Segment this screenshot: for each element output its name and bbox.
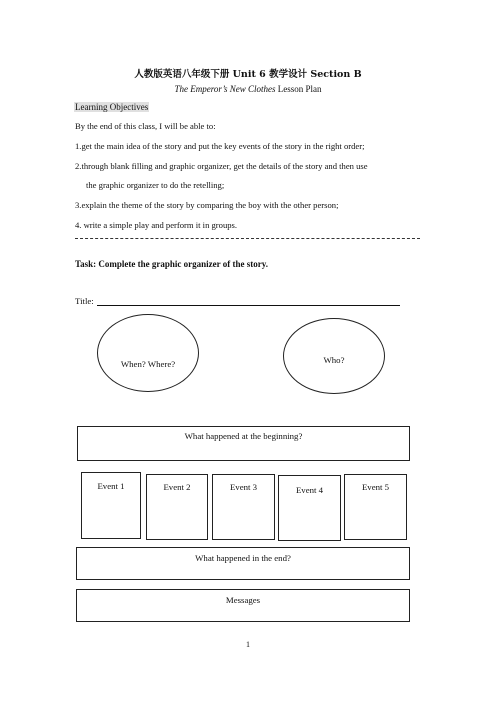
objective-2-continued: the graphic organizer to do the retelling; bbox=[86, 180, 225, 190]
event-4-label: Event 4 bbox=[295, 485, 324, 495]
beginning-label: What happened at the beginning? bbox=[184, 431, 303, 441]
event-1-box[interactable] bbox=[81, 472, 141, 539]
end-label: What happened in the end? bbox=[195, 553, 291, 563]
learning-objectives-heading: Learning Objectives bbox=[75, 102, 149, 112]
beginning-box[interactable] bbox=[77, 426, 410, 461]
dashed-divider bbox=[75, 238, 420, 239]
event-2-box[interactable] bbox=[146, 474, 208, 540]
title-field-label: Title: bbox=[75, 296, 94, 306]
subtitle-suffix: Lesson Plan bbox=[275, 84, 322, 94]
title-blank-line[interactable] bbox=[97, 305, 400, 306]
page-number: 1 bbox=[246, 640, 250, 649]
story-title: The Emperor’s New Clothes bbox=[174, 84, 276, 94]
objective-4: 4. write a simple play and perform it in groups. bbox=[75, 220, 238, 230]
lesson-plan-subtitle bbox=[0, 84, 496, 94]
event-4-box[interactable] bbox=[278, 475, 341, 541]
event-5-box[interactable] bbox=[344, 474, 407, 540]
when-where-label: When? Where? bbox=[120, 359, 176, 369]
task-heading: Task: Complete the graphic organizer of the story. bbox=[75, 259, 268, 269]
event-2-label: Event 2 bbox=[163, 482, 191, 492]
objective-1: 1.get the main idea of the story and put the key events of the story in the right order; bbox=[75, 141, 365, 151]
messages-box[interactable] bbox=[76, 589, 410, 622]
who-label: Who? bbox=[323, 355, 345, 365]
objectives-intro: By the end of this class, I will be able to: bbox=[75, 121, 216, 131]
event-3-box[interactable] bbox=[212, 474, 275, 540]
objective-2: 2.through blank filling and graphic organizer, get the details of the story and then use bbox=[75, 161, 368, 171]
event-5-label: Event 5 bbox=[361, 482, 390, 492]
messages-label: Messages bbox=[225, 595, 261, 605]
end-box[interactable] bbox=[76, 547, 410, 580]
document-title: 人教版英语八年级下册 Unit 6 教学设计 Section B bbox=[134, 69, 362, 80]
objective-3: 3.explain the theme of the story by comparing the boy with the other person; bbox=[75, 200, 339, 210]
event-3-label: Event 3 bbox=[229, 482, 258, 492]
event-1-label: Event 1 bbox=[97, 481, 125, 491]
when-where-circle[interactable] bbox=[97, 314, 199, 392]
who-circle[interactable] bbox=[283, 318, 385, 394]
